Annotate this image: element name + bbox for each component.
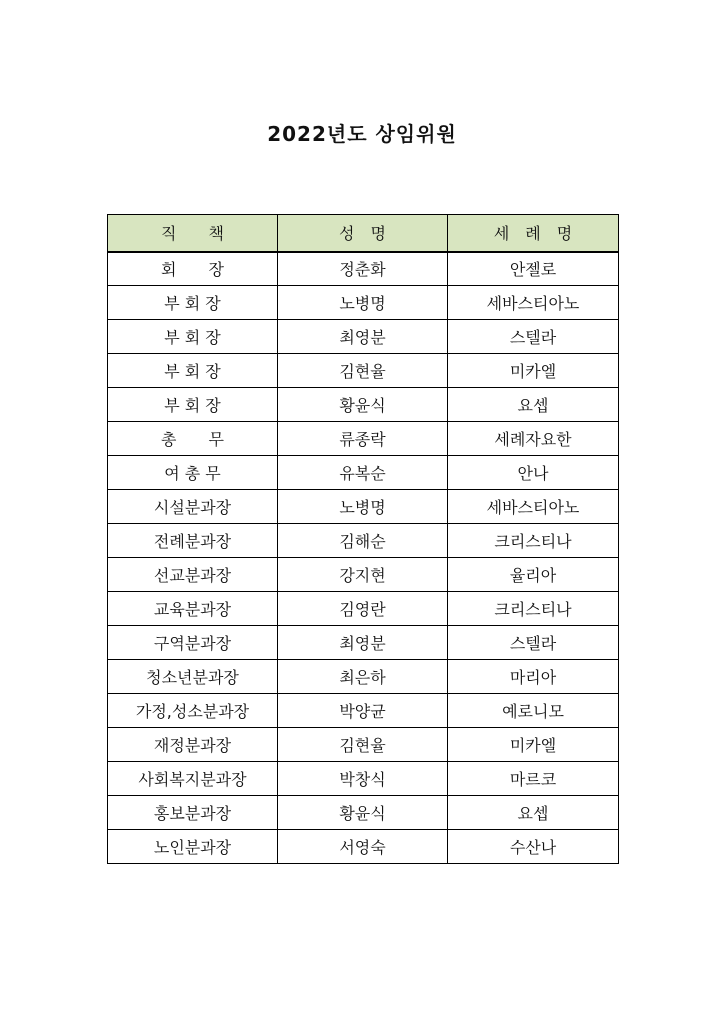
table-row bbox=[108, 796, 619, 830]
baptismal-name-cell: 안젤로 bbox=[448, 252, 619, 286]
header-baptismal-name: 세 례 명 bbox=[448, 215, 619, 252]
baptismal-name-cell: 안나 bbox=[448, 456, 619, 490]
baptismal-name-cell: 세바스티아노 bbox=[448, 286, 619, 320]
table-row bbox=[108, 286, 619, 320]
position-cell: 여 총 무 bbox=[108, 456, 278, 490]
table-row bbox=[108, 354, 619, 388]
table-row bbox=[108, 456, 619, 490]
position-cell: 사회복지분과장 bbox=[108, 762, 278, 796]
position-cell: 재정분과장 bbox=[108, 728, 278, 762]
table-row bbox=[108, 320, 619, 354]
table-row bbox=[108, 592, 619, 626]
position-cell: 부 회 장 bbox=[108, 354, 278, 388]
table-row bbox=[108, 830, 619, 864]
table-row bbox=[108, 728, 619, 762]
position-cell: 가정,성소분과장 bbox=[108, 694, 278, 728]
name-cell: 유복순 bbox=[278, 456, 448, 490]
baptismal-name-cell: 요셉 bbox=[448, 388, 619, 422]
position-cell: 부 회 장 bbox=[108, 388, 278, 422]
table-row bbox=[108, 524, 619, 558]
name-cell: 김현율 bbox=[278, 728, 448, 762]
table-row bbox=[108, 252, 619, 286]
name-cell: 최은하 bbox=[278, 660, 448, 694]
position-cell: 회 장 bbox=[108, 252, 278, 286]
position-cell: 시설분과장 bbox=[108, 490, 278, 524]
position-cell: 청소년분과장 bbox=[108, 660, 278, 694]
position-cell: 총 무 bbox=[108, 422, 278, 456]
table-row bbox=[108, 626, 619, 660]
position-cell: 교육분과장 bbox=[108, 592, 278, 626]
name-cell: 강지현 bbox=[278, 558, 448, 592]
name-cell: 김해순 bbox=[278, 524, 448, 558]
baptismal-name-cell: 크리스티나 bbox=[448, 592, 619, 626]
table-row bbox=[108, 388, 619, 422]
header-name: 성 명 bbox=[278, 215, 448, 252]
name-cell: 황윤식 bbox=[278, 796, 448, 830]
baptismal-name-cell: 스텔라 bbox=[448, 320, 619, 354]
name-cell: 노병명 bbox=[278, 490, 448, 524]
table-row bbox=[108, 660, 619, 694]
baptismal-name-cell: 수산나 bbox=[448, 830, 619, 864]
baptismal-name-cell: 미카엘 bbox=[448, 728, 619, 762]
name-cell: 김현율 bbox=[278, 354, 448, 388]
table-row bbox=[108, 558, 619, 592]
name-cell: 박창식 bbox=[278, 762, 448, 796]
name-cell: 서영숙 bbox=[278, 830, 448, 864]
position-cell: 전례분과장 bbox=[108, 524, 278, 558]
baptismal-name-cell: 요셉 bbox=[448, 796, 619, 830]
baptismal-name-cell: 마리아 bbox=[448, 660, 619, 694]
position-cell: 선교분과장 bbox=[108, 558, 278, 592]
baptismal-name-cell: 스텔라 bbox=[448, 626, 619, 660]
baptismal-name-cell: 예로니모 bbox=[448, 694, 619, 728]
position-cell: 노인분과장 bbox=[108, 830, 278, 864]
committee-table bbox=[107, 214, 619, 864]
table-row bbox=[108, 422, 619, 456]
table-row bbox=[108, 694, 619, 728]
name-cell: 황윤식 bbox=[278, 388, 448, 422]
position-cell: 구역분과장 bbox=[108, 626, 278, 660]
name-cell: 노병명 bbox=[278, 286, 448, 320]
baptismal-name-cell: 마르코 bbox=[448, 762, 619, 796]
table-row bbox=[108, 490, 619, 524]
name-cell: 정춘화 bbox=[278, 252, 448, 286]
position-cell: 홍보분과장 bbox=[108, 796, 278, 830]
position-cell: 부 회 장 bbox=[108, 286, 278, 320]
name-cell: 김영란 bbox=[278, 592, 448, 626]
baptismal-name-cell: 세례자요한 bbox=[448, 422, 619, 456]
baptismal-name-cell: 미카엘 bbox=[448, 354, 619, 388]
baptismal-name-cell: 율리아 bbox=[448, 558, 619, 592]
position-cell: 부 회 장 bbox=[108, 320, 278, 354]
name-cell: 최영분 bbox=[278, 320, 448, 354]
name-cell: 최영분 bbox=[278, 626, 448, 660]
table-header-row bbox=[108, 215, 619, 252]
baptismal-name-cell: 크리스티나 bbox=[448, 524, 619, 558]
name-cell: 류종락 bbox=[278, 422, 448, 456]
baptismal-name-cell: 세바스티아노 bbox=[448, 490, 619, 524]
page-title: 2022년도 상임위원 bbox=[267, 122, 457, 146]
name-cell: 박양균 bbox=[278, 694, 448, 728]
header-position: 직 책 bbox=[108, 215, 278, 252]
table-row bbox=[108, 762, 619, 796]
